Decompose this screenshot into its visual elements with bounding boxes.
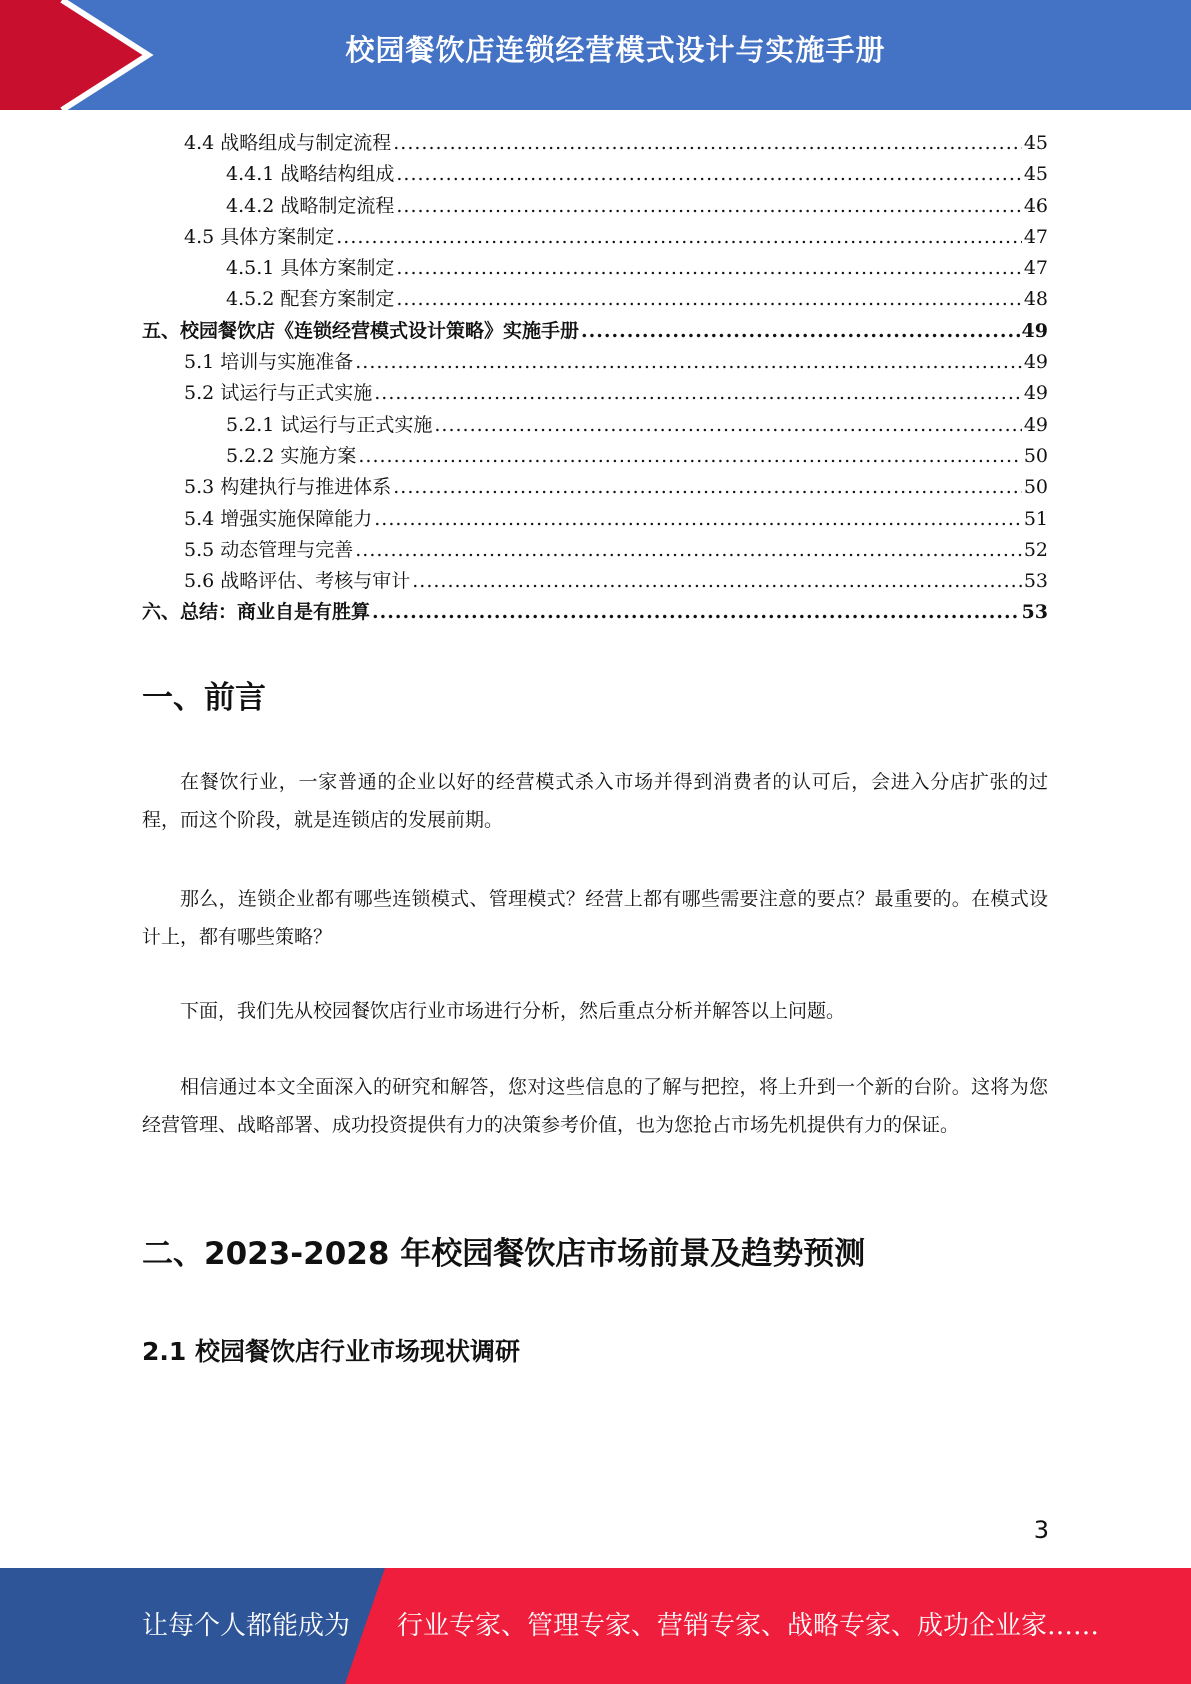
toc-entry-page: 49 <box>1021 319 1048 342</box>
toc-entry[interactable] <box>142 504 1048 535</box>
toc-dot-leader <box>434 410 1021 441</box>
toc-entry-page: 48 <box>1023 288 1048 311</box>
page-number: 3 <box>1033 1516 1049 1544</box>
toc-dot-leader <box>396 191 1021 222</box>
paragraph: 相信通过本文全面深入的研究和解答，您对这些信息的了解与把控，将上升到一个新的台阶。这将为您经营管理、战略部署、成功投资提供有力的决策参考价值，也为您抢占市场先机提供有力的保证。 <box>142 1076 1048 1136</box>
page-footer <box>0 1568 1191 1684</box>
toc-entry[interactable] <box>142 472 1048 503</box>
toc-entry-page: 49 <box>1023 351 1048 374</box>
toc-entry[interactable] <box>142 347 1048 378</box>
toc-dot-leader <box>355 347 1022 378</box>
paragraph: 那么，连锁企业都有哪些连锁模式、管理模式？经营上都有哪些需要注意的要点？最重要的。在模式设计上，都有哪些策略？ <box>142 888 1048 948</box>
toc-entry-page: 49 <box>1023 382 1048 405</box>
toc-entry-page: 52 <box>1023 538 1048 561</box>
toc-entry-label: 4.4.2 战略制定流程 <box>226 194 395 217</box>
footer-slogan-left: 让每个人都能成为 <box>142 1611 351 1641</box>
toc-entry-label: 4.5.1 具体方案制定 <box>226 257 395 280</box>
toc-dot-leader <box>396 253 1021 284</box>
toc-entry-label: 5.1 培训与实施准备 <box>184 351 354 374</box>
toc-entry[interactable] <box>142 410 1048 441</box>
paragraph: 下面，我们先从校园餐饮店行业市场进行分析，然后重点分析并解答以上问题。 <box>180 1000 846 1022</box>
toc-entry-label: 4.5 具体方案制定 <box>184 225 335 248</box>
toc-entry-page: 49 <box>1023 413 1048 436</box>
toc-entry-label: 4.4.1 战略结构组成 <box>226 163 395 186</box>
toc-dot-leader <box>396 284 1021 315</box>
toc-dot-leader <box>355 535 1022 566</box>
toc-entry[interactable] <box>142 159 1048 190</box>
toc-entry-label: 5.3 构建执行与推进体系 <box>184 476 392 499</box>
toc-dot-leader <box>358 441 1021 472</box>
toc-dot-leader <box>374 504 1022 535</box>
toc-entry-label: 5.5 动态管理与完善 <box>184 538 354 561</box>
toc-dot-leader <box>581 316 1020 347</box>
toc-dot-leader <box>372 597 1020 628</box>
document-title: 校园餐饮店连锁经营模式设计与实施手册 <box>345 33 886 67</box>
toc-entry-label: 六、总结：商业自是有胜算 <box>142 601 371 624</box>
toc-entry-label: 5.2.1 试运行与正式实施 <box>226 413 433 436</box>
toc-dot-leader <box>374 378 1022 409</box>
toc-entry-label: 4.4 战略组成与制定流程 <box>184 132 392 154</box>
toc-dot-leader <box>336 222 1022 253</box>
toc-entry-page: 47 <box>1023 225 1048 248</box>
toc-entry-label: 4.5.2 配套方案制定 <box>226 288 395 311</box>
toc-entry[interactable] <box>142 316 1048 347</box>
toc-entry-page: 47 <box>1023 257 1048 280</box>
page-header <box>0 0 1191 110</box>
toc-dot-leader <box>412 566 1022 597</box>
toc-entry-page: 53 <box>1021 601 1048 624</box>
toc-entry-page: 50 <box>1023 476 1048 499</box>
toc-entry-label: 5.6 战略评估、考核与审计 <box>184 570 411 593</box>
paragraph: 在餐饮行业，一家普通的企业以好的经营模式杀入市场并得到消费者的认可后，会进入分店扩张的过程，而这个阶段，就是连锁店的发展前期。 <box>142 771 1048 831</box>
toc-dot-leader <box>396 159 1021 190</box>
toc-entry-page: 50 <box>1023 444 1048 467</box>
toc-entry[interactable] <box>142 253 1048 284</box>
footer-slogan-right: 行业专家、管理专家、营销专家、战略专家、成功企业家…… <box>397 1611 1100 1641</box>
toc-entry[interactable] <box>142 222 1048 253</box>
toc-dot-leader <box>393 472 1022 503</box>
toc-entry-page: 51 <box>1023 507 1048 530</box>
toc-entry[interactable] <box>142 441 1048 472</box>
toc-entry[interactable] <box>142 535 1048 566</box>
chapter-2-heading: 二、2023-2028 年校园餐饮店市场前景及趋势预测 <box>142 1236 866 1272</box>
toc-entry[interactable] <box>142 597 1048 628</box>
section-2-1-heading: 2.1 校园餐饮店行业市场现状调研 <box>142 1337 520 1366</box>
toc-entry[interactable] <box>142 566 1048 597</box>
toc-entry-label: 5.4 增强实施保障能力 <box>184 507 373 530</box>
toc-entry-page: 45 <box>1023 163 1048 186</box>
toc-entry[interactable] <box>142 128 1048 159</box>
toc-entry[interactable] <box>142 284 1048 315</box>
toc-entry-label: 5.2.2 实施方案 <box>226 444 357 467</box>
toc-entry[interactable] <box>142 378 1048 409</box>
toc-dot-leader <box>393 128 1022 159</box>
toc-entry-page: 46 <box>1023 194 1048 217</box>
table-of-contents <box>142 128 1048 629</box>
toc-entry[interactable] <box>142 191 1048 222</box>
preface-heading: 一、前言 <box>142 680 266 716</box>
toc-entry-label: 五、校园餐饮店《连锁经营模式设计策略》实施手册 <box>142 319 580 342</box>
toc-entry-page: 45 <box>1023 132 1048 154</box>
toc-entry-label: 5.2 试运行与正式实施 <box>184 382 373 405</box>
toc-entry-page: 53 <box>1023 570 1048 593</box>
